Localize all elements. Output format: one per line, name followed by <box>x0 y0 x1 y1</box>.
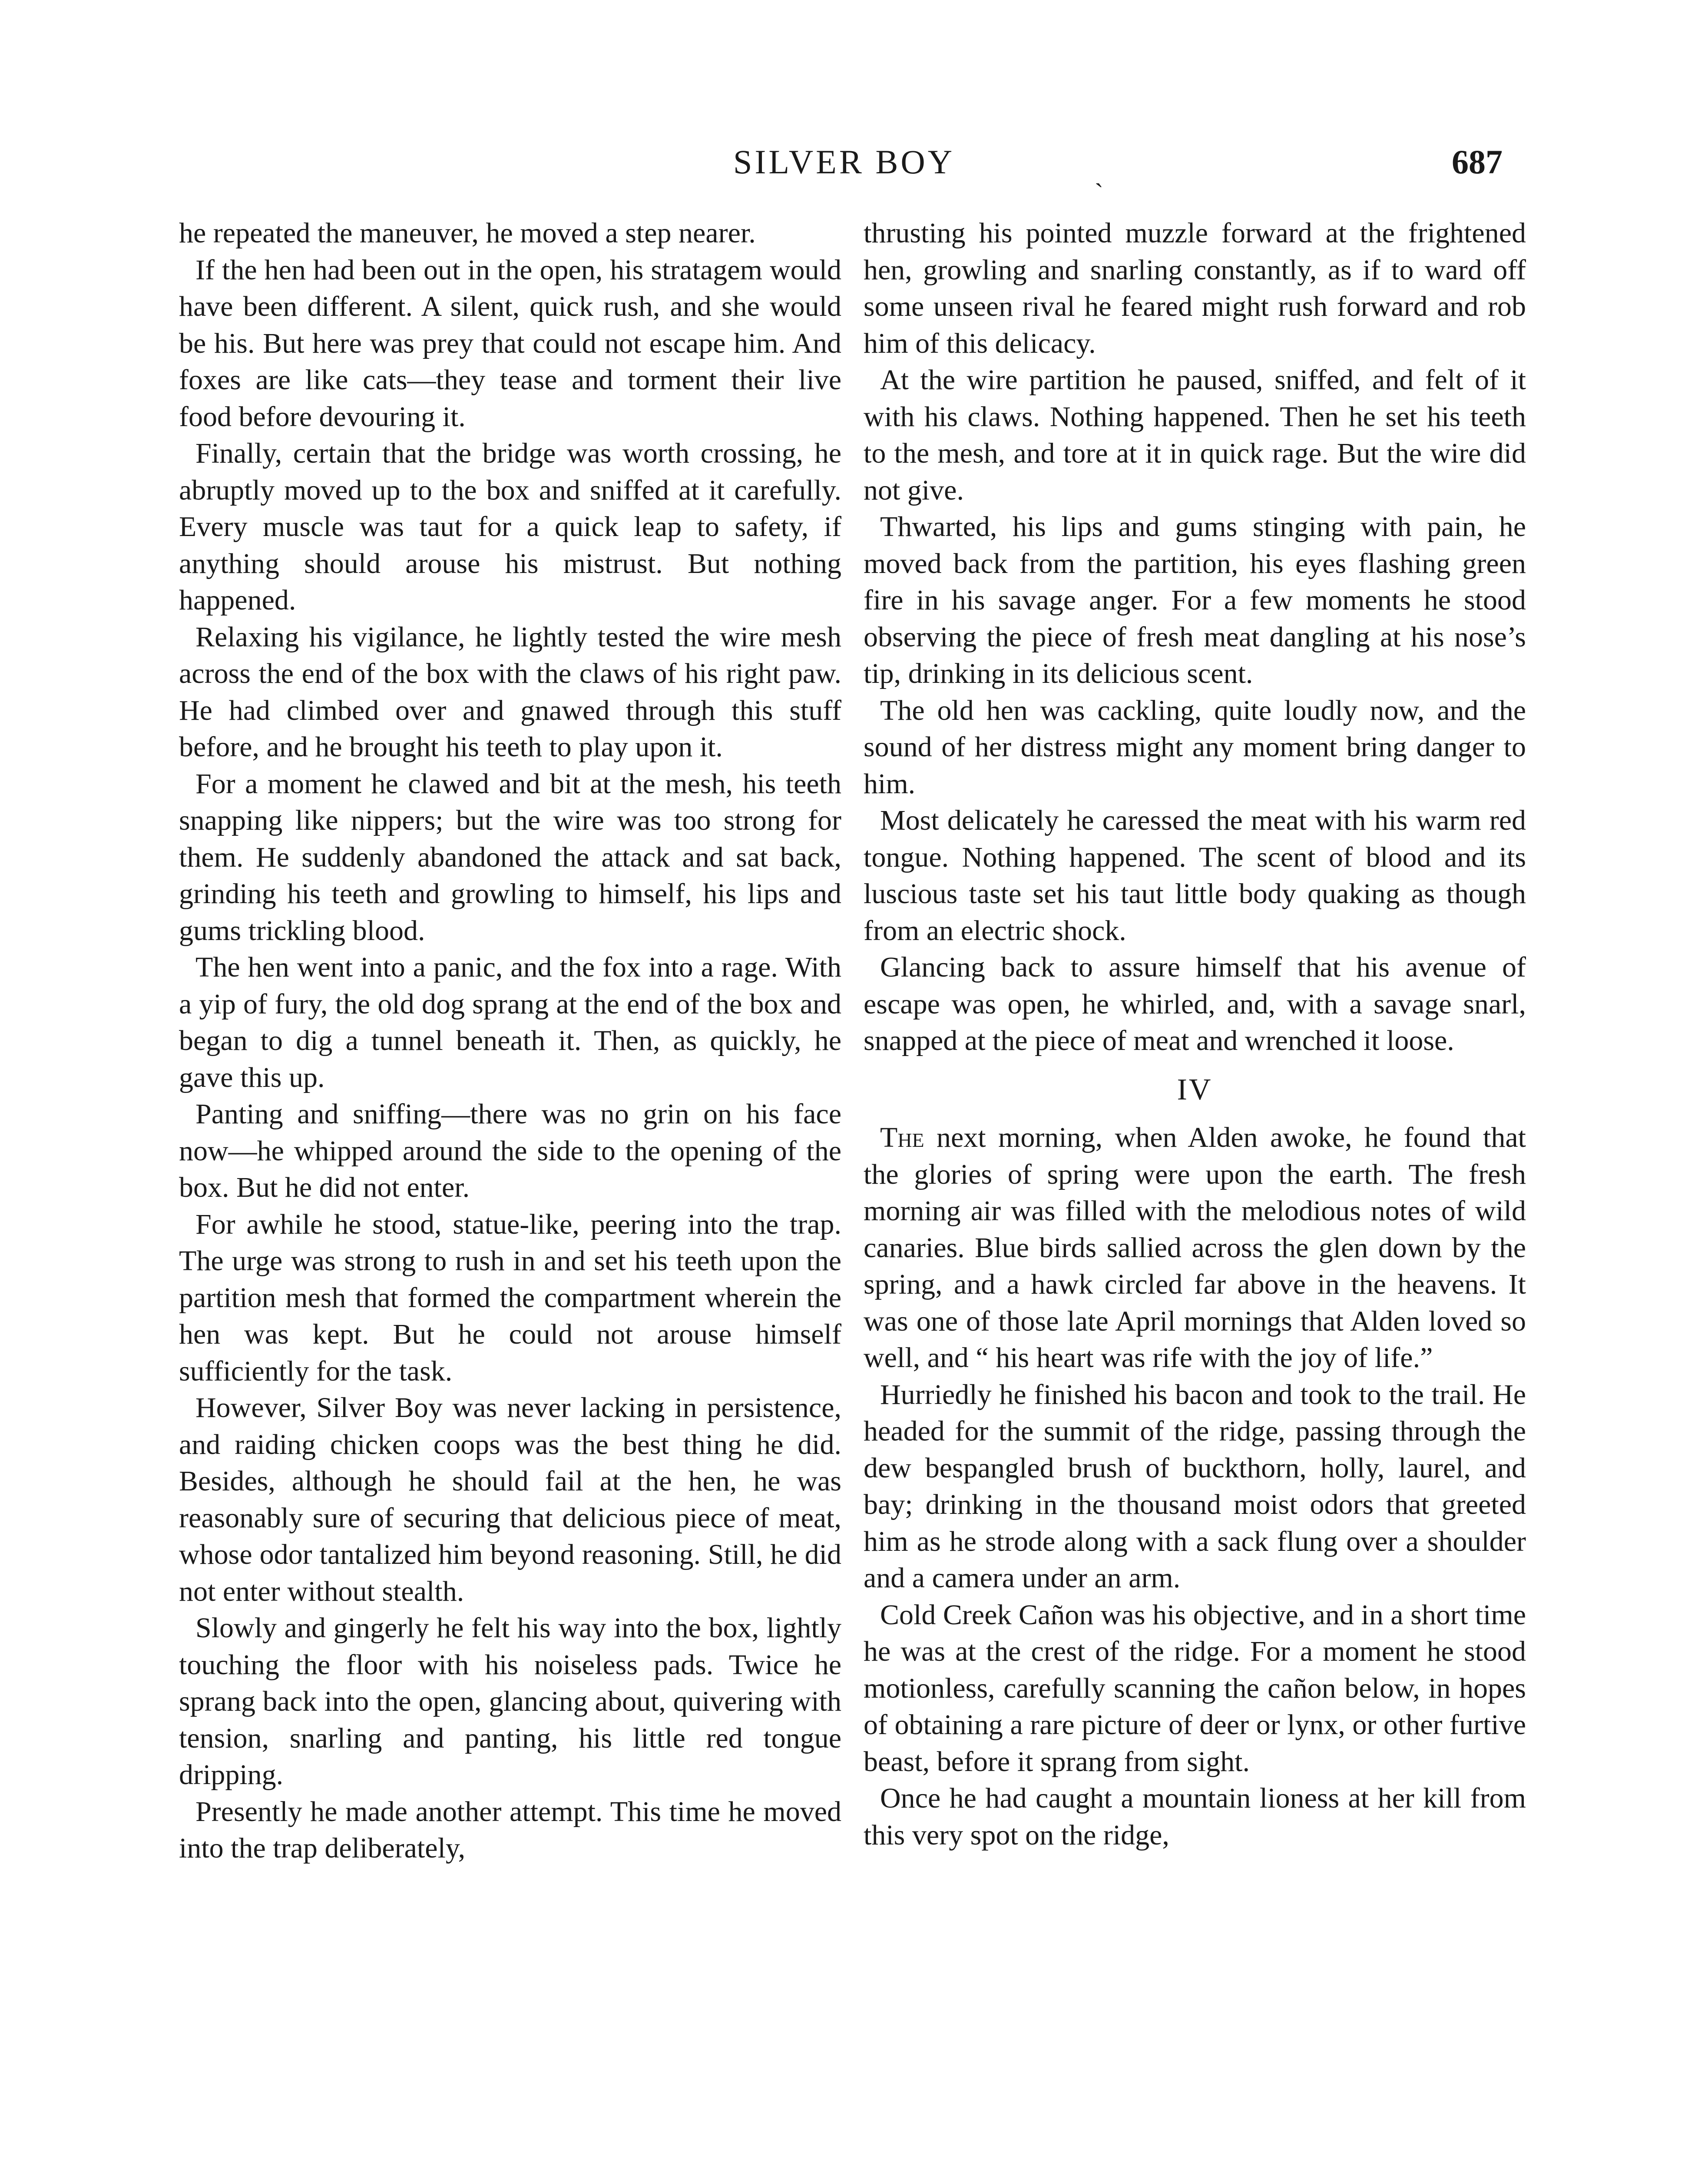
paragraph: For awhile he stood, statue-like, peering into the trap. The urge was strong to rush in and set his teeth upon the partition mesh that formed the compartment wherein the hen was kept. But he could not arouse himself sufficiently for the task. <box>179 1208 841 1387</box>
paragraph: However, Silver Boy was never lacking in persistence, and raiding chicken coops was the best thing he did. Besides, although he should fail at the hen, he was reasonably sure of securing that delicious piece of meat, whose odor tantalized him beyond reasoning. Still, he did not enter without stealth. <box>179 1392 841 1607</box>
paragraph <box>864 1119 1526 1377</box>
page-header <box>0 138 1708 186</box>
paragraph: Thwarted, his lips and gums stinging with pain, he moved back from the partition, his eyes flashing green fire in his savage anger. For a few moments he stood observing the piece of fresh meat dangling at his nose’s tip, drinking in its delicious scent. <box>864 511 1526 689</box>
paragraph: Panting and sniffing—there was no grin on his face now—he whipped around the side to the opening of the box. But he did not enter. <box>179 1098 841 1203</box>
stray-print-mark: ˏ <box>1095 159 1103 187</box>
section-heading: IV <box>1177 1073 1213 1106</box>
paragraph: Hurriedly he finished his bacon and took to the trail. He headed for the summit of the ridge, passing through the dew bespangled brush of buckthorn, holly, laurel, and bay; drinking in the thousand moist odors that greeted him as he strode along with a sack flung over a shoulder and a camera under an arm. <box>864 1378 1526 1594</box>
small-caps-lead: The <box>880 1122 924 1153</box>
paragraph: Most delicately he caressed the meat with his warm red tongue. Nothing happened. The scent of blood and its luscious taste set his taut little body quaking as though from an electric shock. <box>864 805 1526 947</box>
paragraph-text: next morning, when Alden awoke, he found that the glories of spring were upon the earth. The fresh morning air was filled with the melodious notes of wild canaries. Blue birds sallied across the glen down by the spring, and a hawk circled far above in the heavens. It was one of those late April mornings that Alden loved so well, and “ his heart was rife with the joy of life.” <box>864 1122 1526 1374</box>
left-column <box>179 215 841 1867</box>
paragraph: Once he had caught a mountain lioness at her kill from this very spot on the ridge, <box>864 1782 1526 1851</box>
paragraph: Finally, certain that the bridge was worth crossing, he abruptly moved up to the box and sniffed at it carefully. Every muscle was taut for a quick leap to safety, if anything should arouse his mistrust. But nothing happened. <box>179 437 841 616</box>
paragraph: If the hen had been out in the open, his stratagem would have been different. A silent, quick rush, and she would be his. But here was prey that could not escape him. And foxes are like cats—they tease and torment their live food before devouring it. <box>179 254 841 433</box>
paragraph: The old hen was cackling, quite loudly now, and the sound of her distress might any moment bring danger to him. <box>864 694 1526 800</box>
paragraph: Cold Creek Cañon was his objective, and in a short time he was at the crest of the ridge. For a moment he stood motionless, carefully scanning the cañon below, in hopes of obtaining a rare picture of deer or lynx, or other furtive beast, before it sprang from sight. <box>864 1599 1526 1778</box>
right-column <box>864 215 1526 1854</box>
paragraph: thrusting his pointed muzzle forward at the frightened hen, growling and snarling constantly, as if to ward off some unseen rival he feared might rush forward and rob him of this delicacy. <box>864 217 1526 359</box>
paragraph: The hen went into a panic, and the fox into a rage. With a yip of fury, the old dog sprang at the end of the box and began to dig a tunnel beneath it. Then, as quickly, he gave this up. <box>179 951 841 1093</box>
paragraph: Glancing back to assure himself that his avenue of escape was open, he whirled, and, with a savage snarl, snapped at the piece of meat and wrenched it loose. <box>864 951 1526 1056</box>
paragraph: For a moment he clawed and bit at the mesh, his teeth snapping like nippers; but the wire was too strong for them. He suddenly abandoned the attack and sat back, grinding his teeth and growling to himself, his lips and gums trickling blood. <box>179 768 841 947</box>
running-title: SILVER BOY <box>733 143 955 181</box>
page-number: 687 <box>1452 143 1503 181</box>
paragraph: Slowly and gingerly he felt his way into the box, lightly touching the floor with his noiseless pads. Twice he sprang back into the open, glancing about, quivering with tension, snarling and panting, his little red tongue dripping. <box>179 1612 841 1791</box>
paragraph: he repeated the maneuver, he moved a step nearer. <box>179 217 756 249</box>
paragraph: Presently he made another attempt. This time he moved into the trap deliberately, <box>179 1795 841 1864</box>
paragraph: Relaxing his vigilance, he lightly tested the wire mesh across the end of the box with the claws of his right paw. He had climbed over and gnawed through this stuff before, and he brought his teeth to play upon it. <box>179 621 841 763</box>
paragraph: At the wire partition he paused, sniffed, and felt of it with his claws. Nothing happened. Then he set his teeth to the mesh, and tore at it in quick rage. But the wire did not give. <box>864 364 1526 506</box>
